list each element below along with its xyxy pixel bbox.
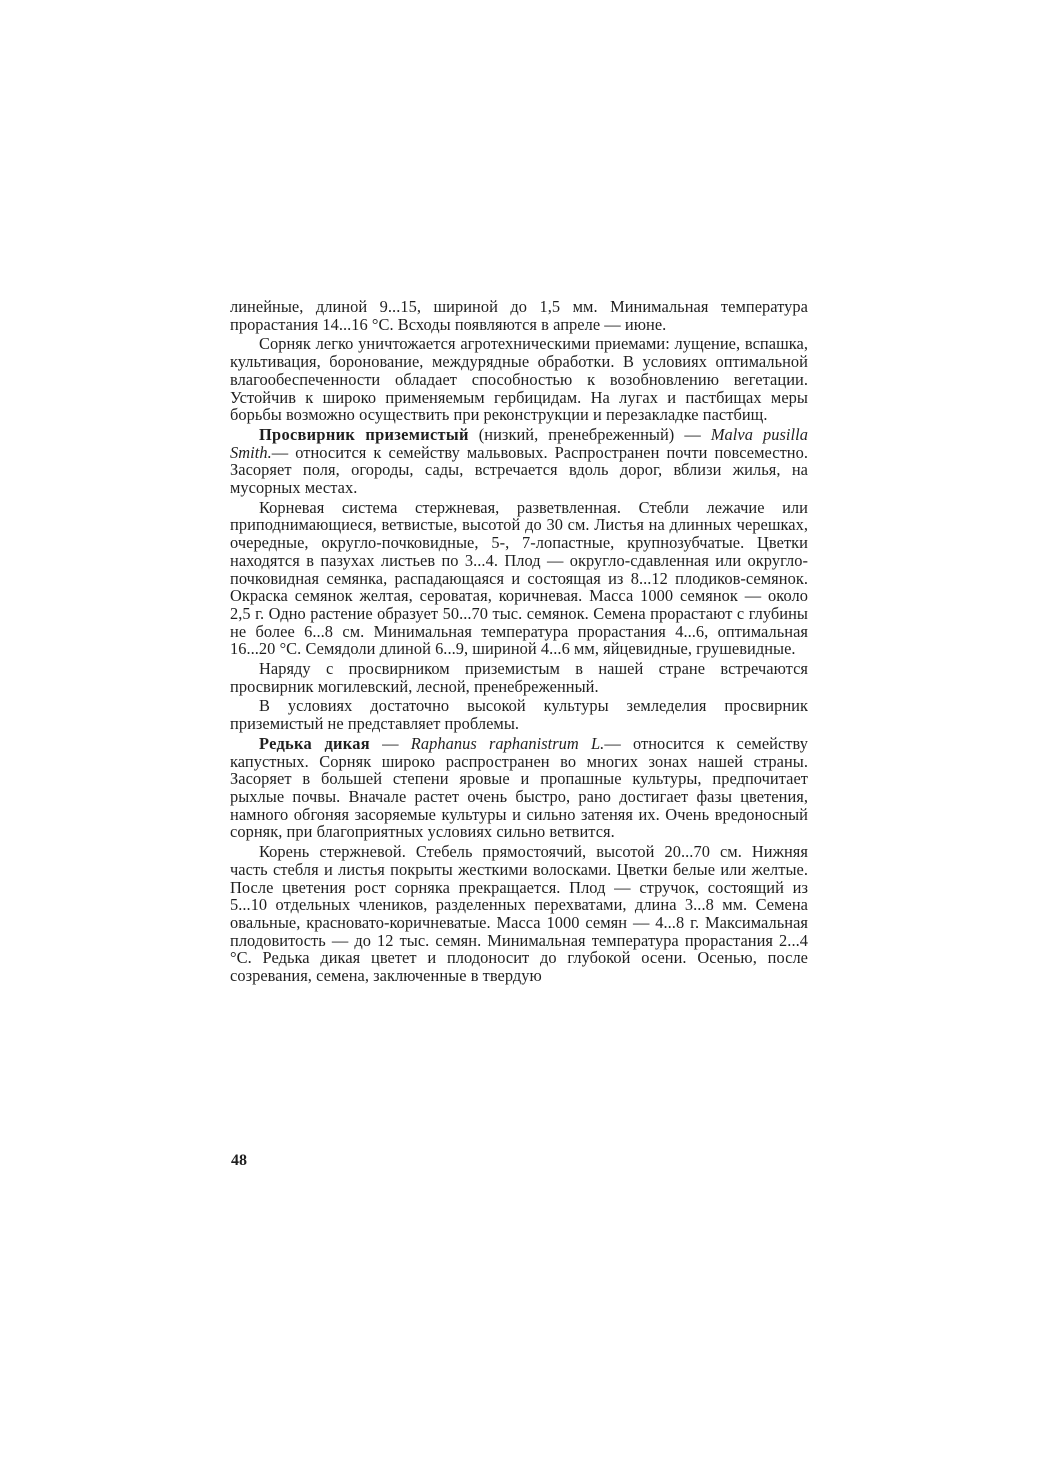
paragraph-raphanus-intro	[230, 735, 808, 841]
paragraph-text: Сорняк легко уничтожается агротехническими приемами: лущение, вспашка, культивация, боронование, междурядные обработки. В условиях оптимальной влагообеспеченности обладает способностью к возобновлению вегетации. Устойчив к широко применяемым гербицидам. На лугах и пастбищах меры борьбы возможно осуществить при реконструкции и перезакладке пастбищ.	[230, 334, 808, 425]
paragraph-text: линейные, длиной 9...15, шириной до 1,5 мм. Минимальная температура прорастания 14...16 °С. Всходы появляются в апреле — июне.	[230, 297, 808, 334]
paragraph-text: — относится к семейству мальвовых. Распространен почти повсеместно. Засоряет поля, огороды, сады, встречается вдоль дорог, вблизи жилья, на мусорных местах.	[230, 442, 808, 498]
paragraph-text: Корень стержневой. Стебель прямостоячий, высотой 20...70 см. Нижняя часть стебля и листья покрыты жесткими волосками. Цветки белые или желтые. После цветения рост сорняка прекращается. Плод — стручок, состоящий из 5...10 отдельных члеников, разделенных перехватами, длина 3...8 мм. Семена овальные, красновато-коричневатые. Масса 1000 семян — 4...8 г. Максимальная плодовитость — до 12 тыс. семян. Минимальная температура прорастания 2...4 °С. Редька дикая цветет и плодоносит до глубокой осени. Осенью, после созревания, семена, заключенные в твердую	[230, 842, 808, 986]
latin-name-malva: Malva pusilla Smith.	[230, 424, 808, 462]
paragraph-control-measures	[230, 335, 808, 424]
page-body-text	[230, 298, 808, 985]
paragraph-text: В условиях достаточно высокой культуры земледелия просвирник приземистый не представляет проблемы.	[230, 696, 808, 734]
paragraph-text: Корневая система стержневая, разветвленная. Стебли лежачие или приподнимающиеся, ветвистые, высотой до 30 см. Листья на длинных черешках, очередные, округло-почковидные, 5-, 7-лопастные, крупнозубчатые. Цветки находятся в пазухах листьев по 3...4. Плод — округло-сдавленная или округло-почковидная семянка, распадающаяся и состоящая из 8...12 плодиков-семянок. Окраска семянок желтая, сероватая, коричневая. Масса 1000 семянок — около 2,5 г. Одно растение образует 50...70 тыс. семянок. Семена прорастают с глубины не более 6...8 см. Минимальная температура прорастания 4...6, оптимальная 16...20 °С. Семядоли длиной 6...9, шириной 4...6 мм, яйцевидные, грушевидные.	[230, 497, 808, 659]
paragraph-malva-intro	[230, 426, 808, 497]
paragraph-malva-conclusion	[230, 697, 808, 732]
paragraph-text: — относится к семейству капустных. Сорняк широко распространен во многих зонах нашей страны. Засоряет в большей степени яровые и пропашные культуры, предпочитает рыхлые почвы. Вначале растет очень быстро, рано достигает фазы цветения, намного обгоняя засоряемые культуры и сильно затеняя их. Очень вредоносный сорняк, при благоприятных условиях сильно ветвится.	[230, 733, 808, 842]
paragraph-malva-description	[230, 499, 808, 658]
page-number: 48	[231, 1152, 247, 1169]
species-name-raphanus: Редька дикая	[259, 733, 370, 753]
paragraph-continued	[230, 298, 808, 333]
paragraph-text: —	[369, 733, 411, 753]
paragraph-malva-related	[230, 660, 808, 695]
species-name-malva: Просвирник приземистый	[259, 424, 469, 444]
paragraph-raphanus-description	[230, 843, 808, 985]
paragraph-text: (низкий, пренебреженный) —	[468, 424, 711, 444]
paragraph-text: Наряду с просвирником приземистым в нашей стране встречаются просвирник могилевский, лесной, пренебреженный.	[230, 659, 808, 696]
latin-name-raphanus: Raphanus raphanistrum L.	[410, 733, 605, 753]
